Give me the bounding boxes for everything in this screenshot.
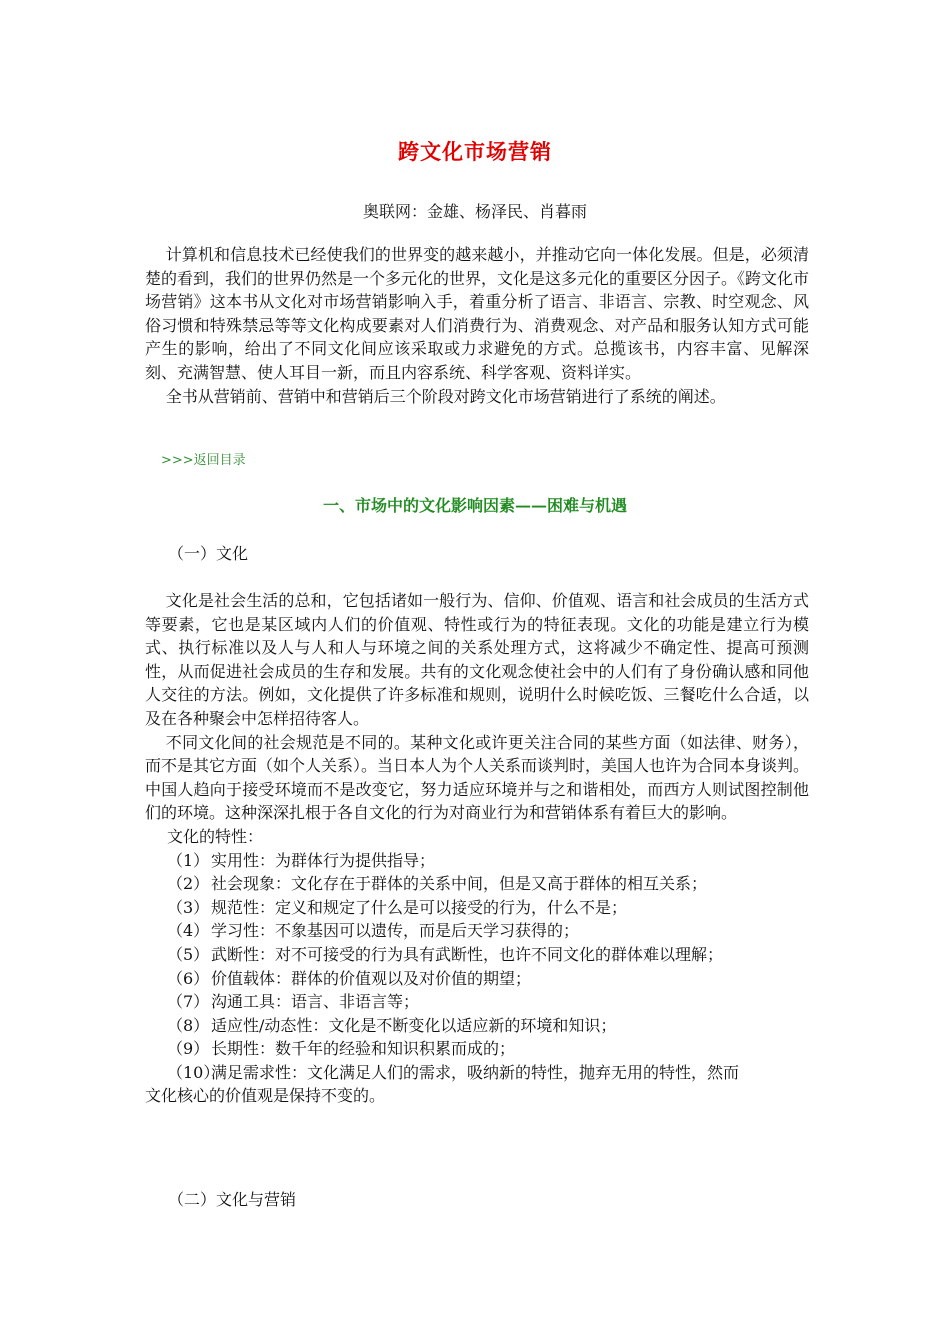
trait-item	[145, 849, 809, 873]
trait-text: 学习性：不象基因可以遗传，而是后天学习获得的；	[211, 921, 580, 941]
trait-text: 社会现象：文化存在于群体的关系中间，但是又高于群体的相互关系；	[211, 874, 708, 894]
trait-text: 规范性：定义和规定了什么是可以接受的行为，什么不是；	[211, 897, 628, 917]
subsection-culture-marketing-heading: （二）文化与营销	[168, 1190, 297, 1209]
trait-item	[145, 872, 809, 896]
trait-number: （10）	[167, 1062, 220, 1082]
back-to-toc-link[interactable]: >>>返回目录	[161, 453, 246, 468]
authors-line: 奥联网：金雄、杨泽民、肖暮雨	[362, 202, 587, 221]
intro-paragraph-2: 全书从营销前、营销中和营销后三个阶段对跨文化市场营销进行了系统的阐述。	[165, 386, 726, 406]
trait-item	[145, 990, 809, 1014]
culture-paragraph-2: 不同文化间的社会规范是不同的。某种文化或许更关注合同的某些方面（如法律、财务），而不是其它方面（如个人关系）。当日本人为个人关系而谈判时，美国人也许为合同本身谈判。中国人趋向于接受环境而不是改变它，努力适应环境并与之和谐相处，而西方人则试图控制他们的环境。这种深深扎根于各自文化的行为对商业行为和营销体系有着巨大的影响。	[145, 732, 810, 823]
intro-paragraph-1: 计算机和信息技术已经使我们的世界变的越来越小，并推动它向一体化发展。但是，必须清楚的看到，我们的世界仍然是一个多元化的世界，文化是这多元化的重要区分因子。《跨文化市场营销》这本书从文化对市场营销影响入手，着重分析了语言、非语言、宗教、时空观念、风俗习惯和特殊禁忌等等文化构成要素对人们消费行为、消费观念、对产品和服务认知方式可能产生的影响，给出了不同文化间应该采取或力求避免的方式。总揽该书，内容丰富、见解深刻、充满智慧、使人耳目一新，而且内容系统、科学客观、资料详实。	[145, 245, 810, 382]
trait-number: （9）	[167, 1039, 210, 1059]
trait-item	[145, 967, 809, 991]
trait-number: （5）	[167, 944, 210, 964]
intro-block	[145, 243, 809, 408]
trait-text: 实用性：为群体行为提供指导；	[211, 850, 436, 870]
trait-text: 武断性：对不可接受的行为具有武断性，也许不同文化的群体难以理解；	[211, 944, 724, 964]
trait-text: 沟通工具：语言、非语言等；	[211, 992, 420, 1012]
trait-item	[145, 1014, 809, 1038]
culture-paragraph-1: 文化是社会生活的总和，它包括诸如一般行为、信仰、价值观、语言和社会成员的生活方式等要素，它也是某区域内人们的价值观、特性或行为的特征表现。文化的功能是建立行为模式、执行标准以及人与人和人与环境之间的关系处理方式，这将减少不确定性、提高可预测性，从而促进社会成员的生存和发展。共有的文化观念使社会中的人们有了身份确认感和同他人交往的方法。例如，文化提供了许多标准和规则，说明什么时候吃饭、三餐吃什么合适，以及在各种聚会中怎样招待客人。	[145, 591, 809, 728]
trait-item	[145, 943, 809, 967]
document-title: 跨文化市场营销	[398, 139, 552, 164]
trait-number: （1）	[167, 850, 210, 870]
trait-text: 适应性/动态性：文化是不断变化以适应新的环境和知识；	[211, 1015, 617, 1035]
culture-body	[145, 589, 809, 1108]
trait-text: 满足需求性：文化满足人们的需求，吸纳新的特性，抛弃无用的特性，然而	[211, 1062, 740, 1082]
trait-text: 长期性：数千年的经验和知识积累而成的；	[211, 1039, 516, 1059]
traits-intro: 文化的特性：	[167, 826, 264, 846]
trait-number: （2）	[167, 874, 210, 894]
section-1-heading: 一、市场中的文化影响因素——困难与机遇	[322, 496, 627, 515]
trait-text: 价值载体：群体的价值观以及对价值的期望；	[211, 968, 532, 988]
trait-number: （4）	[167, 921, 210, 941]
trait-item	[145, 919, 809, 943]
trait-number: （7）	[167, 992, 210, 1012]
trait-item	[145, 896, 809, 920]
trait-number: （3）	[167, 897, 210, 917]
subsection-culture-heading: （一）文化	[168, 544, 249, 563]
trait-text-continued: 文化核心的价值观是保持不变的。	[145, 1086, 386, 1106]
trait-item	[145, 1037, 809, 1061]
trait-item	[145, 1061, 809, 1108]
traits-list	[145, 849, 809, 1109]
trait-number: （6）	[167, 968, 210, 988]
trait-number: （8）	[167, 1015, 210, 1035]
